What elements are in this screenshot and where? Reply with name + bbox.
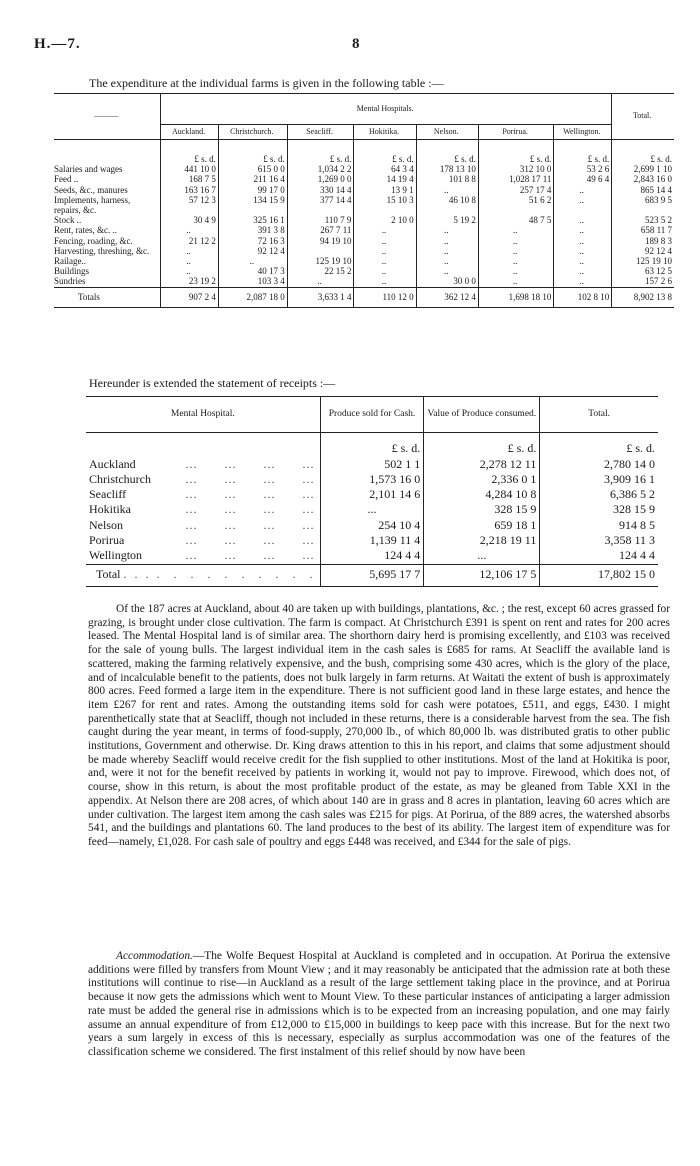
- consumed-cell: 4,284 10 8: [424, 487, 540, 502]
- table-cell: 46 10 8: [416, 195, 478, 215]
- table-cell: 377 14 4: [287, 195, 354, 215]
- table-cell: ..: [554, 276, 612, 287]
- table-cell: 1,269 0 0: [287, 174, 354, 184]
- table-cell: 1,028 17 11: [478, 174, 554, 184]
- table-cell: ..: [478, 246, 554, 256]
- total-cell: 124 4 4: [540, 548, 658, 564]
- document-reference: H.—7.: [34, 36, 81, 52]
- row-label: Feed ..: [54, 174, 79, 185]
- section-heading: Accommodation.: [116, 950, 193, 962]
- hospital-name-cell: [86, 533, 320, 548]
- table-cell: 15 10 3: [354, 195, 416, 215]
- table-cell: ..: [416, 266, 478, 276]
- row-label: Fencing, roading, &c.: [54, 235, 133, 246]
- row-total: 2,699 1 10: [612, 164, 674, 174]
- unit-label: £ s. d.: [161, 140, 219, 165]
- hospital-name-cell: [86, 548, 320, 564]
- consumed-cell: ...: [424, 548, 540, 564]
- total-cell: 914 8 5: [540, 518, 658, 533]
- table-row: [54, 246, 674, 256]
- receipts-total-column-header: Total.: [540, 397, 658, 433]
- row-total: 157 2 6: [612, 276, 674, 287]
- table-row: [86, 533, 658, 548]
- table-cell: 30 4 9: [161, 215, 219, 225]
- column-header: Auckland.: [161, 125, 219, 140]
- leader-dots: … … … …: [185, 456, 314, 471]
- table-row: [54, 276, 674, 287]
- table-cell: ..: [354, 246, 416, 256]
- row-total: 189 8 3: [612, 236, 674, 246]
- hospital-name: Christchurch: [89, 471, 151, 486]
- table-cell: 72 16 3: [218, 236, 287, 246]
- table-row: [54, 225, 674, 235]
- total-cell: 3,909 16 1: [540, 472, 658, 487]
- table-cell: ..: [354, 256, 416, 266]
- total-cell: 328 15 9: [540, 502, 658, 517]
- unit-label: £ s. d.: [354, 140, 416, 165]
- unit-label: £ s. d.: [320, 433, 424, 457]
- table-cell: 312 10 0: [478, 164, 554, 174]
- table-cell: 49 6 4: [554, 174, 612, 184]
- table-cell: ..: [416, 225, 478, 235]
- cash-cell: 1,139 11 4: [320, 533, 424, 548]
- row-total: 865 14 4: [612, 185, 674, 195]
- column-header: Christchurch.: [218, 125, 287, 140]
- paragraph-farms: [88, 603, 670, 850]
- leader-dots: … … … …: [185, 487, 314, 502]
- table-cell: ..: [554, 215, 612, 225]
- table-cell: ..: [554, 195, 612, 215]
- row-total: 683 9 5: [612, 195, 674, 215]
- table-row: [54, 256, 674, 266]
- table-cell: ..: [354, 236, 416, 246]
- receipts-grand-total: 17,802 15 0: [540, 564, 658, 586]
- hospital-name: Nelson: [89, 517, 123, 532]
- cash-cell: 254 10 4: [320, 518, 424, 533]
- paragraph-text: Of the 187 acres at Auckland, about 40 are taken up with buildings, plantations, &c. ; the rest, except 60 acres grassed for grazing, is brought under close cultivation. The farm is compact. At Christchurch £391 is spent on rent and rates for 200 acres leased. The Mental Hospital land is of similar area. The shorthorn dairy herd is promising excellently, and £103 was received for the sale of young bulls. The largest individual item in the cash sales is £685 for rams. At Seacliff the available land is scattered, making the farming relatively expensive, and the bush, comprising some 430 acres, which is the glory of the place, and of incalculable benefit to the patients, does not bulk largely in farm returns. At Waitati the extent of bush is approximately 800 acres. Feed formed a large item in the expenditure. There is not sufficient good land in these large estates, and hence the item £267 for rent and rates. Among the outstanding items sold for cash were potatoes, £511, and eggs, £430. I might parenthetically state that at Seacliff, though not included in these returns, there is a considerable harvest from the sea. The fish caught during the year meant, in terms of food-supply, 270,000 lb., of which 80,000 lb. was distributed gratis to other public institutions, Government and otherwise. Dr. King draws attention to this in his report, and claims that some adjustment should be made whereby Seacliff would receive credit for the fish supplied to other institutions. Most of the land at Hokitika is poor, and, were it not for the benefit received by patients in working it, would not pay to improve. Firewood, which does not, of course, show in this return, is about the most profitable product of the estate, as may be gleaned from Table XXI in the appendix. At Nelson there are 208 acres, of which about 140 are in grass and 8 acres in plantation, leaving 60 acres which are under cultivation. The largest item among the cash sales was £215 for pigs. At Porirua, of the 889 acres, the watershed absorbs 541, and the buildings and plantations 60. The land produces to the best of its ability. The largest item of expenditure was for feed—namely, £1,028. For cash sale of poultry and eggs £448 was received, and £344 for the sale of pigs.: [88, 603, 670, 848]
- row-total: 92 12 4: [612, 246, 674, 256]
- leader-dots: … … … …: [185, 471, 314, 486]
- hospital-name-cell: [86, 518, 320, 533]
- table-cell: ..: [416, 256, 478, 266]
- table-cell: ..: [554, 236, 612, 246]
- column-total: 907 2 4: [161, 287, 219, 307]
- paragraph-text: —The Wolfe Bequest Hospital at Auckland is completed and in occupation. At Porirua the extensive additions were filled by transfers from Mount View ; and it may reasonably be anticipated that the admission rate at both these institutions will continue to rise—in Auckland as a result of the large settlement taking place in the province, and at Porirua because it now gets the admissions which went to Mount View. To these particular instances of anticipating a larger admission rate must be added the general rise in admissions which is to be expected from an increasing population, and one may fairly assume an annual expenditure of from £12,000 to £15,000 in buildings to keep pace with this increase. But for the next two years a sum largely in excess of this is necessary, especially as surplus accommodation was one of the features of the classification scheme we considered. The first instalment of this relief should by now have been: [88, 950, 670, 1058]
- table-row: [86, 457, 658, 472]
- expenditure-intro: The expenditure at the individual farms is given in the following table :—: [89, 76, 444, 90]
- column-total: 3,633 1 4: [287, 287, 354, 307]
- column-header: Seacliff.: [287, 125, 354, 140]
- column-header: Porirua.: [478, 125, 554, 140]
- table-cell: ..: [161, 246, 219, 256]
- row-label: Implements, harness, repairs, &c.: [54, 194, 131, 216]
- table-cell: ..: [416, 236, 478, 246]
- table-cell: 2 10 0: [354, 215, 416, 225]
- cash-cell: 502 1 1: [320, 457, 424, 472]
- cash-column-header: Produce sold for Cash.: [320, 397, 424, 433]
- table-cell: 22 15 2: [287, 266, 354, 276]
- hospital-name-cell: [86, 457, 320, 472]
- table-cell: ..: [478, 276, 554, 287]
- column-total: 2,087 18 0: [218, 287, 287, 307]
- row-total: 2,843 16 0: [612, 174, 674, 184]
- table-row: [54, 185, 674, 195]
- grand-total: 8,902 13 8: [612, 287, 674, 307]
- table-cell: 40 17 3: [218, 266, 287, 276]
- cash-cell: ...: [320, 502, 424, 517]
- total-consumed: 12,106 17 5: [424, 564, 540, 586]
- row-total: 658 11 7: [612, 225, 674, 235]
- column-header: Hokitika.: [354, 125, 416, 140]
- unit-label: £ s. d.: [554, 140, 612, 165]
- unit-label: £ s. d.: [424, 433, 540, 457]
- table-cell: 21 12 2: [161, 236, 219, 246]
- table-cell: 94 19 10: [287, 236, 354, 246]
- hospital-name-cell: [86, 502, 320, 517]
- row-label: Seeds, &c., manures: [54, 184, 128, 195]
- table-cell: ..: [478, 266, 554, 276]
- table-cell: 57 12 3: [161, 195, 219, 215]
- page-number: 8: [352, 36, 360, 52]
- hospital-name: Hokitika: [89, 502, 131, 517]
- table-cell: ..: [161, 256, 219, 266]
- row-total: 125 19 10: [612, 256, 674, 266]
- hospital-name-cell: [86, 472, 320, 487]
- total-cell: 6,386 5 2: [540, 487, 658, 502]
- table-cell: ..: [478, 236, 554, 246]
- hospital-column-header: Mental Hospital.: [170, 409, 235, 419]
- total-label: Total: [96, 567, 121, 582]
- column-total: 1,698 18 10: [478, 287, 554, 307]
- table-cell: 13 9 1: [354, 185, 416, 195]
- table-cell: 441 10 0: [161, 164, 219, 174]
- table-cell: ..: [354, 225, 416, 235]
- row-label-header: ———: [54, 94, 161, 140]
- consumed-cell: 2,336 0 1: [424, 472, 540, 487]
- table-cell: ..: [161, 266, 219, 276]
- receipts-intro: Hereunder is extended the statement of receipts :—: [89, 376, 336, 390]
- consumed-cell: 328 15 9: [424, 502, 540, 517]
- table-cell: ..: [218, 256, 287, 266]
- table-cell: 615 0 0: [218, 164, 287, 174]
- table-cell: 101 8 8: [416, 174, 478, 184]
- table-cell: 23 19 2: [161, 276, 219, 287]
- table-cell: ..: [354, 266, 416, 276]
- table-cell: 391 3 8: [218, 225, 287, 235]
- totals-label: Totals: [54, 287, 161, 307]
- total-cell: 2,780 14 0: [540, 457, 658, 472]
- table-row: [54, 174, 674, 184]
- table-cell: 211 16 4: [218, 174, 287, 184]
- hospital-name: Porirua: [89, 532, 125, 547]
- unit-label: £ s. d.: [287, 140, 354, 165]
- table-cell: ..: [287, 276, 354, 287]
- total-cash: 5,695 17 7: [320, 564, 424, 586]
- leader-dots: … … … …: [185, 502, 314, 517]
- table-row: [86, 548, 658, 564]
- table-cell: 51 6 2: [478, 195, 554, 215]
- table-row: [54, 215, 674, 225]
- column-total: 362 12 4: [416, 287, 478, 307]
- group-header: Mental Hospitals.: [161, 94, 612, 125]
- table-cell: 99 17 0: [218, 185, 287, 195]
- table-cell: ..: [354, 276, 416, 287]
- table-cell: ..: [554, 266, 612, 276]
- table-cell: 125 19 10: [287, 256, 354, 266]
- hospital-name-cell: [86, 487, 320, 502]
- page-header: [34, 36, 656, 58]
- table-cell: ..: [161, 225, 219, 235]
- row-label: Salaries and wages: [54, 164, 123, 175]
- table-cell: 110 7 9: [287, 215, 354, 225]
- table-row: [86, 487, 658, 502]
- row-label: Sundries: [54, 276, 86, 287]
- table-cell: 134 15 9: [218, 195, 287, 215]
- table-cell: 30 0 0: [416, 276, 478, 287]
- table-row: [54, 195, 674, 215]
- table-cell: 103 3 4: [218, 276, 287, 287]
- table-cell: 257 17 4: [478, 185, 554, 195]
- table-row: [86, 502, 658, 517]
- row-total: 523 5 2: [612, 215, 674, 225]
- hospital-name: Auckland: [89, 456, 136, 471]
- table-cell: 5 19 2: [416, 215, 478, 225]
- table-cell: ..: [478, 225, 554, 235]
- unit-label: £ s. d.: [540, 433, 658, 457]
- table-cell: ..: [554, 256, 612, 266]
- table-cell: ..: [554, 185, 612, 195]
- consumed-cell: 659 18 1: [424, 518, 540, 533]
- table-row: [86, 518, 658, 533]
- leader-dots: … … … …: [185, 548, 314, 563]
- total-cell: 3,358 11 3: [540, 533, 658, 548]
- column-header: Wellington.: [554, 125, 612, 140]
- table-cell: 53 2 6: [554, 164, 612, 174]
- consumed-cell: 2,218 19 11: [424, 533, 540, 548]
- cash-cell: 2,101 14 6: [320, 487, 424, 502]
- unit-label: £ s. d.: [218, 140, 287, 165]
- column-total: 110 12 0: [354, 287, 416, 307]
- leader-dots: … … … …: [185, 517, 314, 532]
- table-cell: 14 19 4: [354, 174, 416, 184]
- table-cell: ..: [416, 246, 478, 256]
- cash-cell: 124 4 4: [320, 548, 424, 564]
- receipts-total-row: Total .............: [96, 567, 327, 582]
- table-cell: ..: [416, 185, 478, 195]
- column-total: 102 8 10: [554, 287, 612, 307]
- column-header: Nelson.: [416, 125, 478, 140]
- table-cell: [287, 246, 354, 256]
- table-cell: ..: [478, 256, 554, 266]
- table-cell: ..: [554, 246, 612, 256]
- row-label: Rent, rates, &c. ..: [54, 225, 117, 236]
- row-label: Stock ..: [54, 215, 82, 226]
- leader-dots: … … … …: [185, 532, 314, 547]
- table-cell: 330 14 4: [287, 185, 354, 195]
- unit-label: £ s. d.: [478, 140, 554, 165]
- unit-label: £ s. d.: [612, 140, 674, 165]
- table-cell: ..: [554, 225, 612, 235]
- table-row: [54, 164, 674, 174]
- table-row: [54, 266, 674, 276]
- table-cell: 168 7 5: [161, 174, 219, 184]
- row-label: Railage..: [54, 256, 86, 267]
- table-cell: 325 16 1: [218, 215, 287, 225]
- table-cell: 1,034 2 2: [287, 164, 354, 174]
- table-cell: 64 3 4: [354, 164, 416, 174]
- table-row: [54, 236, 674, 246]
- table-cell: 92 12 4: [218, 246, 287, 256]
- row-total: 63 12 5: [612, 266, 674, 276]
- table-cell: 267 7 11: [287, 225, 354, 235]
- row-label: Harvesting, threshing, &c.: [54, 245, 150, 256]
- unit-label: £ s. d.: [416, 140, 478, 165]
- table-cell: 48 7 5: [478, 215, 554, 225]
- row-label: Buildings: [54, 266, 90, 277]
- consumed-column-header: Value of Produce consumed.: [424, 397, 540, 433]
- total-column-header: Total.: [612, 94, 674, 140]
- receipts-table: [86, 396, 658, 587]
- hospital-name: Wellington: [89, 548, 143, 563]
- table-cell: 163 16 7: [161, 185, 219, 195]
- table-row: [86, 472, 658, 487]
- cash-cell: 1,573 16 0: [320, 472, 424, 487]
- paragraph-accommodation: [88, 950, 670, 1060]
- expenditure-table: [54, 93, 674, 308]
- consumed-cell: 2,278 12 11: [424, 457, 540, 472]
- hospital-name: Seacliff: [89, 487, 127, 502]
- table-cell: 178 13 10: [416, 164, 478, 174]
